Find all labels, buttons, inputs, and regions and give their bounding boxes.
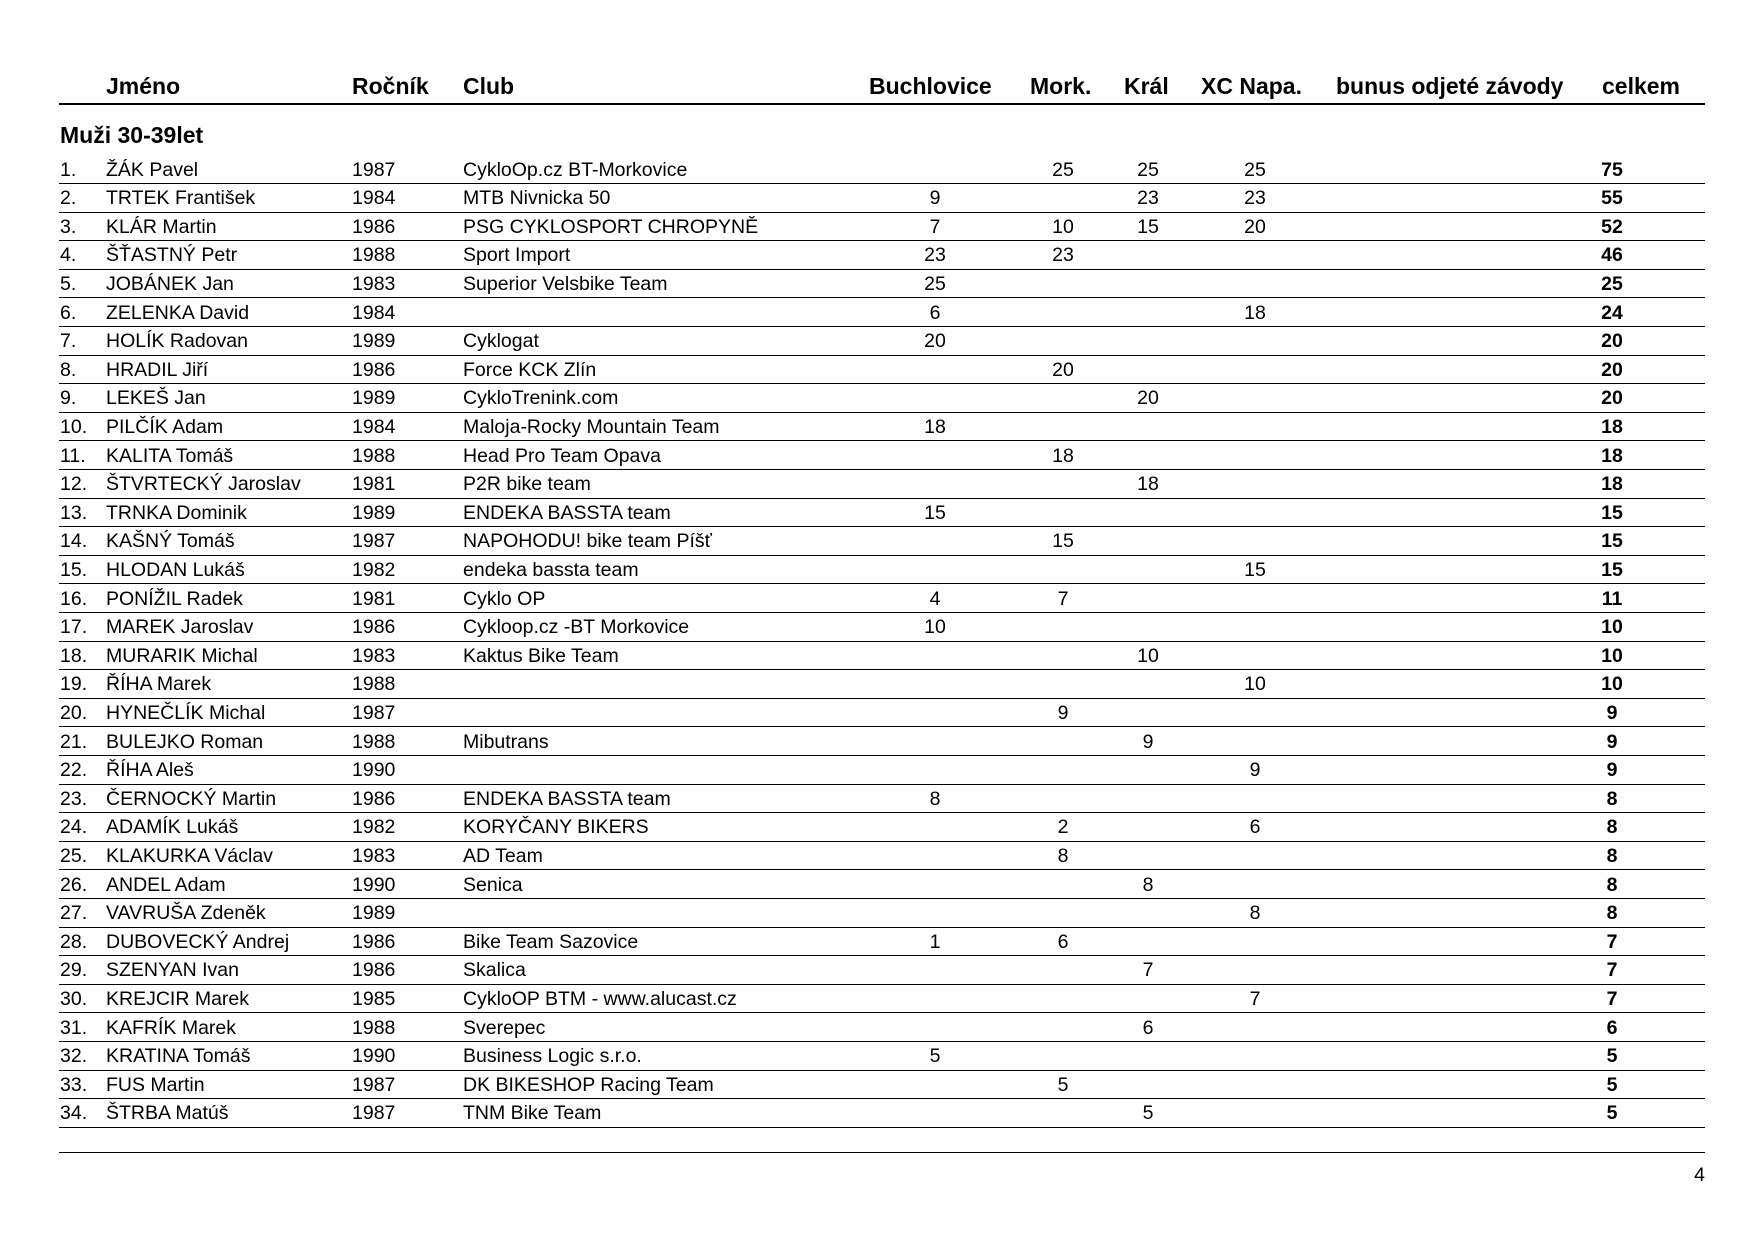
- cell-year: 1981: [352, 587, 396, 610]
- cell-buchlovice: 10: [924, 616, 946, 639]
- table-row: [0, 585, 1754, 614]
- cell-club: TNM Bike Team: [463, 1102, 602, 1125]
- cell-name: TRTEK František: [106, 187, 256, 210]
- cell-rank: 26.: [60, 873, 88, 896]
- table-row: [0, 699, 1754, 728]
- cell-rank: 7.: [60, 330, 77, 353]
- cell-club: endeka bassta team: [463, 558, 639, 581]
- cell-club: Kaktus Bike Team: [463, 644, 619, 667]
- cell-name: TRNKA Dominik: [106, 501, 247, 524]
- cell-mork: 18: [1052, 444, 1074, 467]
- cell-total: 9: [1606, 701, 1618, 724]
- cell-year: 1985: [352, 987, 396, 1010]
- cell-buchlovice: 18: [924, 415, 946, 438]
- header-buchlovice: Buchlovice: [869, 73, 992, 99]
- table-row: [0, 1071, 1754, 1100]
- cell-rank: 2.: [60, 187, 77, 210]
- table-row: [0, 156, 1754, 185]
- cell-year: 1984: [352, 301, 396, 324]
- cell-year: 1987: [352, 701, 396, 724]
- cell-name: ŠŤASTNÝ Petr: [106, 244, 238, 267]
- cell-xc-napa: 23: [1244, 187, 1266, 210]
- table-row: [0, 270, 1754, 299]
- cell-mork: 25: [1052, 158, 1074, 181]
- cell-mork: 10: [1052, 215, 1074, 238]
- cell-kral: 15: [1137, 215, 1159, 238]
- cell-name: KAŠNÝ Tomáš: [106, 530, 235, 553]
- cell-club: DK BIKESHOP Racing Team: [463, 1073, 714, 1096]
- cell-buchlovice: 9: [929, 187, 941, 210]
- cell-name: BULEJKO Roman: [106, 730, 264, 753]
- table-row: [0, 871, 1754, 900]
- cell-rank: 19.: [60, 673, 88, 696]
- cell-mork: 9: [1057, 701, 1069, 724]
- table-row: [0, 756, 1754, 785]
- cell-rank: 25.: [60, 844, 88, 867]
- table-row: [0, 813, 1754, 842]
- cell-buchlovice: 6: [929, 301, 941, 324]
- cell-total: 20: [1601, 358, 1623, 381]
- cell-rank: 6.: [60, 301, 77, 324]
- table-row: [0, 213, 1754, 242]
- cell-rank: 9.: [60, 387, 77, 410]
- cell-total: 18: [1601, 444, 1623, 467]
- cell-year: 1986: [352, 215, 396, 238]
- cell-xc-napa: 15: [1244, 558, 1266, 581]
- cell-rank: 11.: [60, 444, 86, 467]
- cell-year: 1986: [352, 358, 396, 381]
- cell-rank: 27.: [60, 902, 88, 925]
- cell-year: 1986: [352, 930, 396, 953]
- cell-total: 15: [1601, 501, 1623, 524]
- table-row: [0, 670, 1754, 699]
- cell-mork: 7: [1057, 587, 1069, 610]
- cell-rank: 28.: [60, 930, 88, 953]
- header-mork: Mork.: [1030, 73, 1092, 99]
- cell-club: Force KCK Zlín: [463, 358, 597, 381]
- cell-total: 8: [1606, 902, 1618, 925]
- cell-mork: 2: [1057, 816, 1069, 839]
- cell-mork: 23: [1052, 244, 1074, 267]
- cell-kral: 23: [1137, 187, 1159, 210]
- cell-name: HRADIL Jiří: [106, 358, 209, 381]
- cell-year: 1986: [352, 959, 396, 982]
- cell-club: CykloOp.cz BT-Morkovice: [463, 158, 688, 181]
- cell-kral: 10: [1137, 644, 1159, 667]
- cell-total: 8: [1606, 816, 1618, 839]
- table-row: [0, 527, 1754, 556]
- table-row: [0, 1014, 1754, 1043]
- cell-buchlovice: 20: [924, 330, 946, 353]
- cell-xc-napa: 18: [1244, 301, 1266, 324]
- cell-rank: 31.: [60, 1016, 88, 1039]
- cell-buchlovice: 15: [924, 501, 946, 524]
- cell-rank: 10.: [60, 415, 88, 438]
- cell-year: 1989: [352, 902, 396, 925]
- cell-buchlovice: 5: [929, 1045, 941, 1068]
- cell-name: ŽÁK Pavel: [106, 158, 199, 181]
- cell-buchlovice: 25: [924, 272, 946, 295]
- cell-total: 10: [1601, 616, 1623, 639]
- cell-name: MURARIK Michal: [106, 644, 258, 667]
- cell-name: DUBOVECKÝ Andrej: [106, 930, 290, 953]
- header-divider: [59, 103, 1705, 105]
- header-bonus: bunus odjeté závody: [1336, 73, 1564, 99]
- cell-rank: 21.: [60, 730, 88, 753]
- cell-kral: 9: [1142, 730, 1154, 753]
- cell-name: ZELENKA David: [106, 301, 250, 324]
- table-row: [0, 842, 1754, 871]
- cell-name: VAVRUŠA Zdeněk: [106, 902, 266, 925]
- cell-rank: 16.: [60, 587, 88, 610]
- cell-rank: 17.: [60, 616, 88, 639]
- table-row: [0, 327, 1754, 356]
- cell-rank: 8.: [60, 358, 77, 381]
- cell-name: PONÍŽIL Radek: [106, 587, 243, 610]
- cell-club: Mibutrans: [463, 730, 549, 753]
- cell-year: 1981: [352, 473, 396, 496]
- cell-total: 7: [1606, 959, 1618, 982]
- table-row: [0, 928, 1754, 957]
- cell-xc-napa: 8: [1249, 902, 1261, 925]
- cell-name: ŠTRBA Matúš: [106, 1102, 229, 1125]
- cell-kral: 8: [1142, 873, 1154, 896]
- cell-rank: 15.: [60, 558, 88, 581]
- cell-year: 1990: [352, 1045, 396, 1068]
- header-kral: Král: [1124, 73, 1169, 99]
- cell-club: Cyklo OP: [463, 587, 546, 610]
- table-row: [0, 728, 1754, 757]
- cell-kral: 6: [1142, 1016, 1154, 1039]
- cell-year: 1988: [352, 244, 396, 267]
- cell-total: 5: [1606, 1045, 1618, 1068]
- cell-total: 18: [1601, 415, 1623, 438]
- cell-total: 46: [1601, 244, 1623, 267]
- cell-mork: 8: [1057, 844, 1069, 867]
- cell-total: 55: [1601, 187, 1623, 210]
- header-year: Ročník: [352, 73, 429, 99]
- table-row: [0, 642, 1754, 671]
- cell-total: 7: [1606, 987, 1618, 1010]
- cell-club: NAPOHODU! bike team Píšť: [463, 530, 712, 553]
- cell-kral: 25: [1137, 158, 1159, 181]
- cell-year: 1983: [352, 644, 396, 667]
- cell-mork: 20: [1052, 358, 1074, 381]
- cell-club: ENDEKA BASSTA team: [463, 501, 671, 524]
- cell-rank: 14.: [60, 530, 88, 553]
- cell-year: 1987: [352, 1102, 396, 1125]
- cell-total: 8: [1606, 873, 1618, 896]
- cell-total: 9: [1606, 759, 1618, 782]
- table-row: [0, 613, 1754, 642]
- cell-club: ENDEKA BASSTA team: [463, 787, 671, 810]
- cell-name: ŘÍHA Marek: [106, 673, 212, 696]
- cell-xc-napa: 10: [1244, 673, 1266, 696]
- cell-club: KORYČANY BIKERS: [463, 816, 649, 839]
- cell-kral: 5: [1142, 1102, 1154, 1125]
- cell-total: 8: [1606, 844, 1618, 867]
- cell-year: 1986: [352, 787, 396, 810]
- cell-year: 1988: [352, 730, 396, 753]
- cell-club: PSG CYKLOSPORT CHROPYNĚ: [463, 215, 759, 238]
- cell-rank: 34.: [60, 1102, 88, 1125]
- cell-mork: 5: [1057, 1073, 1069, 1096]
- cell-year: 1988: [352, 1016, 396, 1039]
- cell-total: 25: [1601, 272, 1623, 295]
- cell-name: KREJCIR Marek: [106, 987, 250, 1010]
- cell-name: FUS Martin: [106, 1073, 205, 1096]
- cell-total: 8: [1606, 787, 1618, 810]
- cell-year: 1983: [352, 272, 396, 295]
- footer-divider: [59, 1152, 1705, 1153]
- header-name: Jméno: [106, 73, 181, 99]
- cell-total: 15: [1601, 530, 1623, 553]
- cell-rank: 33.: [60, 1073, 88, 1096]
- cell-xc-napa: 7: [1249, 987, 1261, 1010]
- cell-total: 75: [1601, 158, 1623, 181]
- cell-name: ŘÍHA Aleš: [106, 759, 194, 782]
- table-row: [0, 899, 1754, 928]
- cell-total: 5: [1606, 1102, 1618, 1125]
- cell-xc-napa: 25: [1244, 158, 1266, 181]
- cell-club: Skalica: [463, 959, 526, 982]
- cell-kral: 20: [1137, 387, 1159, 410]
- cell-year: 1984: [352, 187, 396, 210]
- cell-mork: 6: [1057, 930, 1069, 953]
- cell-club: Maloja-Rocky Mountain Team: [463, 415, 720, 438]
- cell-year: 1982: [352, 816, 396, 839]
- cell-rank: 18.: [60, 644, 88, 667]
- cell-total: 9: [1606, 730, 1618, 753]
- header-total: celkem: [1602, 73, 1681, 99]
- cell-name: ANDEL Adam: [106, 873, 226, 896]
- cell-total: 10: [1601, 644, 1623, 667]
- cell-buchlovice: 1: [929, 930, 941, 953]
- cell-rank: 5.: [60, 272, 77, 295]
- cell-club: Sport Import: [463, 244, 571, 267]
- section-title: Muži 30-39let: [60, 122, 204, 148]
- table-row: [0, 1099, 1754, 1128]
- cell-year: 1986: [352, 616, 396, 639]
- cell-rank: 13.: [60, 501, 88, 524]
- cell-buchlovice: 23: [924, 244, 946, 267]
- table-row: [0, 413, 1754, 442]
- cell-total: 18: [1601, 473, 1623, 496]
- cell-rank: 23.: [60, 787, 88, 810]
- cell-rank: 3.: [60, 215, 77, 238]
- cell-year: 1984: [352, 415, 396, 438]
- cell-name: ČERNOCKÝ Martin: [106, 787, 277, 810]
- row-divider: [59, 1127, 1705, 1128]
- table-row: [0, 985, 1754, 1014]
- cell-rank: 12.: [60, 473, 88, 496]
- cell-total: 20: [1601, 330, 1623, 353]
- cell-year: 1987: [352, 158, 396, 181]
- table-row: [0, 499, 1754, 528]
- cell-name: HYNEČLÍK Michal: [106, 701, 266, 724]
- cell-club: Superior Velsbike Team: [463, 272, 668, 295]
- cell-club: AD Team: [463, 844, 543, 867]
- cell-xc-napa: 20: [1244, 215, 1266, 238]
- cell-year: 1989: [352, 330, 396, 353]
- cell-buchlovice: 8: [929, 787, 941, 810]
- cell-year: 1988: [352, 444, 396, 467]
- cell-rank: 29.: [60, 959, 88, 982]
- cell-total: 7: [1606, 930, 1618, 953]
- table-row: [0, 785, 1754, 814]
- cell-xc-napa: 6: [1249, 816, 1261, 839]
- cell-club: CykloOP BTM - www.alucast.cz: [463, 987, 737, 1010]
- cell-name: KLAKURKA Václav: [106, 844, 273, 867]
- cell-total: 11: [1601, 587, 1623, 610]
- cell-name: PILČÍK Adam: [106, 415, 224, 438]
- cell-kral: 7: [1142, 959, 1154, 982]
- cell-buchlovice: 7: [929, 215, 941, 238]
- cell-club: MTB Nivnicka 50: [463, 187, 611, 210]
- cell-name: LEKEŠ Jan: [106, 387, 206, 410]
- cell-name: HOLÍK Radovan: [106, 330, 248, 353]
- cell-total: 6: [1606, 1016, 1618, 1039]
- table-row: [0, 384, 1754, 413]
- cell-year: 1990: [352, 759, 396, 782]
- cell-club: Cyklogat: [463, 330, 539, 353]
- cell-year: 1987: [352, 1073, 396, 1096]
- cell-club: Senica: [463, 873, 523, 896]
- cell-name: JOBÁNEK Jan: [106, 272, 234, 295]
- cell-year: 1989: [352, 387, 396, 410]
- cell-year: 1988: [352, 673, 396, 696]
- header-xc-napa: XC Napa.: [1201, 73, 1302, 99]
- cell-xc-napa: 9: [1249, 759, 1261, 782]
- cell-name: HLODAN Lukáš: [106, 558, 245, 581]
- cell-rank: 22.: [60, 759, 88, 782]
- cell-mork: 15: [1052, 530, 1074, 553]
- cell-name: KAFRÍK Marek: [106, 1016, 237, 1039]
- cell-name: ADAMÍK Lukáš: [106, 816, 239, 839]
- cell-club: Business Logic s.r.o.: [463, 1045, 642, 1068]
- table-row: [0, 1042, 1754, 1071]
- cell-name: SZENYAN Ivan: [106, 959, 239, 982]
- table-row: [0, 241, 1754, 270]
- cell-rank: 1.: [60, 158, 77, 181]
- page-number: 4: [1694, 1164, 1705, 1186]
- cell-club: Cykloop.cz -BT Morkovice: [463, 616, 690, 639]
- cell-rank: 24.: [60, 816, 88, 839]
- header-club: Club: [463, 73, 515, 99]
- cell-year: 1990: [352, 873, 396, 896]
- cell-club: Sverepec: [463, 1016, 546, 1039]
- cell-rank: 4.: [60, 244, 77, 267]
- cell-name: MAREK Jaroslav: [106, 616, 254, 639]
- cell-year: 1987: [352, 530, 396, 553]
- cell-year: 1983: [352, 844, 396, 867]
- cell-total: 24: [1601, 301, 1623, 324]
- cell-total: 15: [1601, 558, 1623, 581]
- cell-club: P2R bike team: [463, 473, 591, 496]
- cell-club: Bike Team Sazovice: [463, 930, 639, 953]
- cell-total: 52: [1601, 215, 1623, 238]
- cell-total: 10: [1601, 673, 1623, 696]
- cell-club: Head Pro Team Opava: [463, 444, 661, 467]
- table-row: [0, 956, 1754, 985]
- cell-total: 5: [1606, 1073, 1618, 1096]
- cell-name: KALITA Tomáš: [106, 444, 234, 467]
- table-row: [0, 470, 1754, 499]
- table-row: [0, 442, 1754, 471]
- cell-name: KLÁR Martin: [106, 215, 217, 238]
- table-row: [0, 356, 1754, 385]
- cell-year: 1989: [352, 501, 396, 524]
- table-row: [0, 184, 1754, 213]
- cell-rank: 20.: [60, 701, 88, 724]
- cell-name: ŠTVRTECKÝ Jaroslav: [106, 473, 301, 496]
- table-row: [0, 299, 1754, 328]
- cell-buchlovice: 4: [929, 587, 941, 610]
- table-row: [0, 556, 1754, 585]
- cell-rank: 32.: [60, 1045, 88, 1068]
- cell-kral: 18: [1137, 473, 1159, 496]
- cell-rank: 30.: [60, 987, 88, 1010]
- cell-name: KRATINA Tomáš: [106, 1045, 251, 1068]
- cell-total: 20: [1601, 387, 1623, 410]
- cell-year: 1982: [352, 558, 396, 581]
- cell-club: CykloTrenink.com: [463, 387, 619, 410]
